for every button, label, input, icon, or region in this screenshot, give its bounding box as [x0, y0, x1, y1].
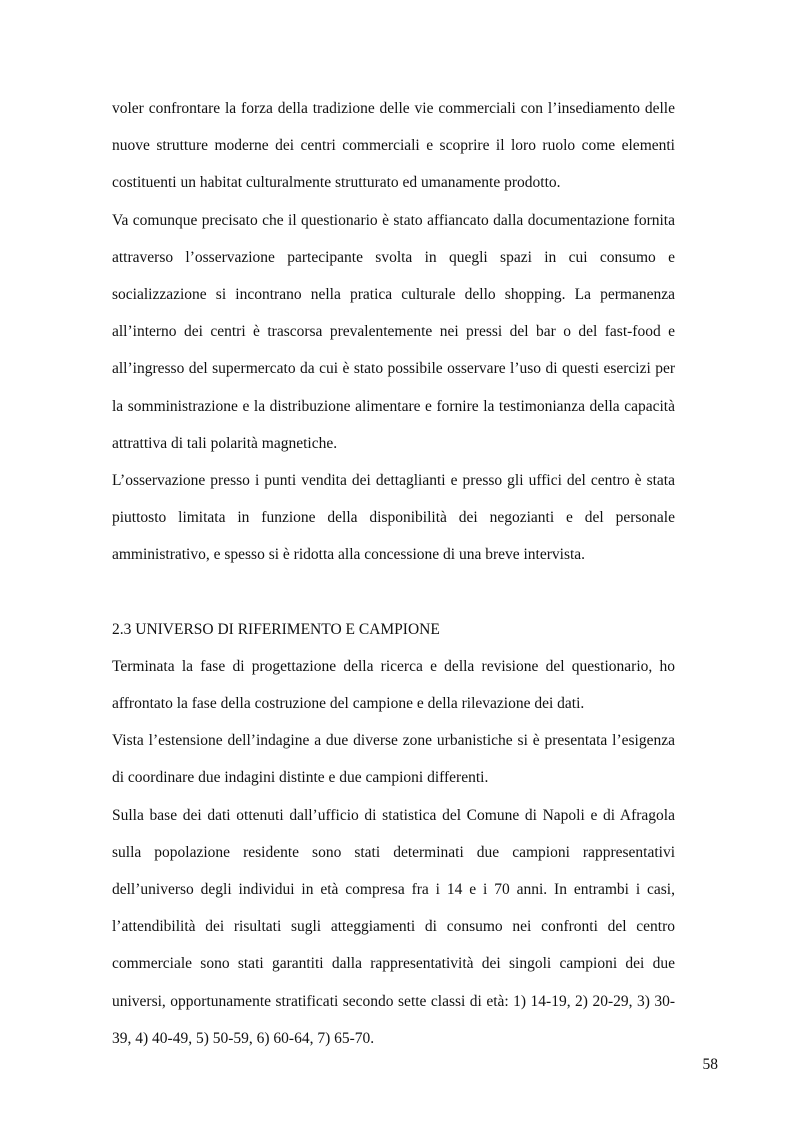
paragraph: voler confrontare la forza della tradizione delle vie commerciali con l’insediamento delle nuove strutture moderne dei centri commerciali e scoprire il loro ruolo come elementi costituenti un habitat culturalmente strutturato ed umanamente prodotto.: [112, 100, 675, 192]
paragraph: Sulla base dei dati ottenuti dall’ufficio di statistica del Comune di Napoli e di Afragola sulla popolazione residente sono stati determinati due campioni rappresentativi dell’universo degli individui in età compresa fra i 14 e i 70 anni. In entrambi i casi, l’attendibilità dei risultati sugli atteggiamenti di consumo nei confronti del centro commerciale sono stati garantiti dalla rappresentatività dei singoli campioni dei due universi, opportunamente stratificati secondo sette classi di età: 1) 14-19, 2) 20-29, 3) 30-39, 4) 40-49, 5) 50-59, 6) 60-64, 7) 65-70.: [112, 806, 675, 1047]
paragraph: Va comunque precisato che il questionario è stato affiancato dalla documentazione fornita attraverso l’osservazione partecipante svolta in quegli spazi in cui consumo e socializzazione si incontrano nella pratica culturale dello shopping. La permanenza all’interno dei centri è trascorsa prevalentemente nei pressi del bar o del fast-food e all’ingresso del supermercato da cui è stato possibile osservare l’uso di questi esercizi per la somministrazione e la distribuzione alimentare e fornire la testimonianza della capacità attrattiva di tali polarità magnetiche.: [112, 211, 675, 452]
section-spacer: [112, 574, 675, 611]
paragraph: Vista l’estensione dell’indagine a due diverse zone urbanistiche si è presentata l’esigenza di coordinare due indagini distinte e due campioni differenti.: [112, 732, 675, 787]
paragraph: L’osservazione presso i punti vendita dei dettaglianti e presso gli uffici del centro è stata piuttosto limitata in funzione della disponibilità dei negozianti e del personale amministrativo, e spesso si è ridotta alla concessione di una breve intervista.: [112, 472, 675, 564]
page-body: [112, 90, 675, 1057]
paragraph: Terminata la fase di progettazione della ricerca e della revisione del questionario, ho affrontato la fase della costruzione del campione e della rilevazione dei dati.: [112, 657, 675, 713]
section-heading: 2.3 UNIVERSO DI RIFERIMENTO E CAMPIONE: [112, 620, 440, 638]
page-number: 58: [702, 1056, 718, 1073]
